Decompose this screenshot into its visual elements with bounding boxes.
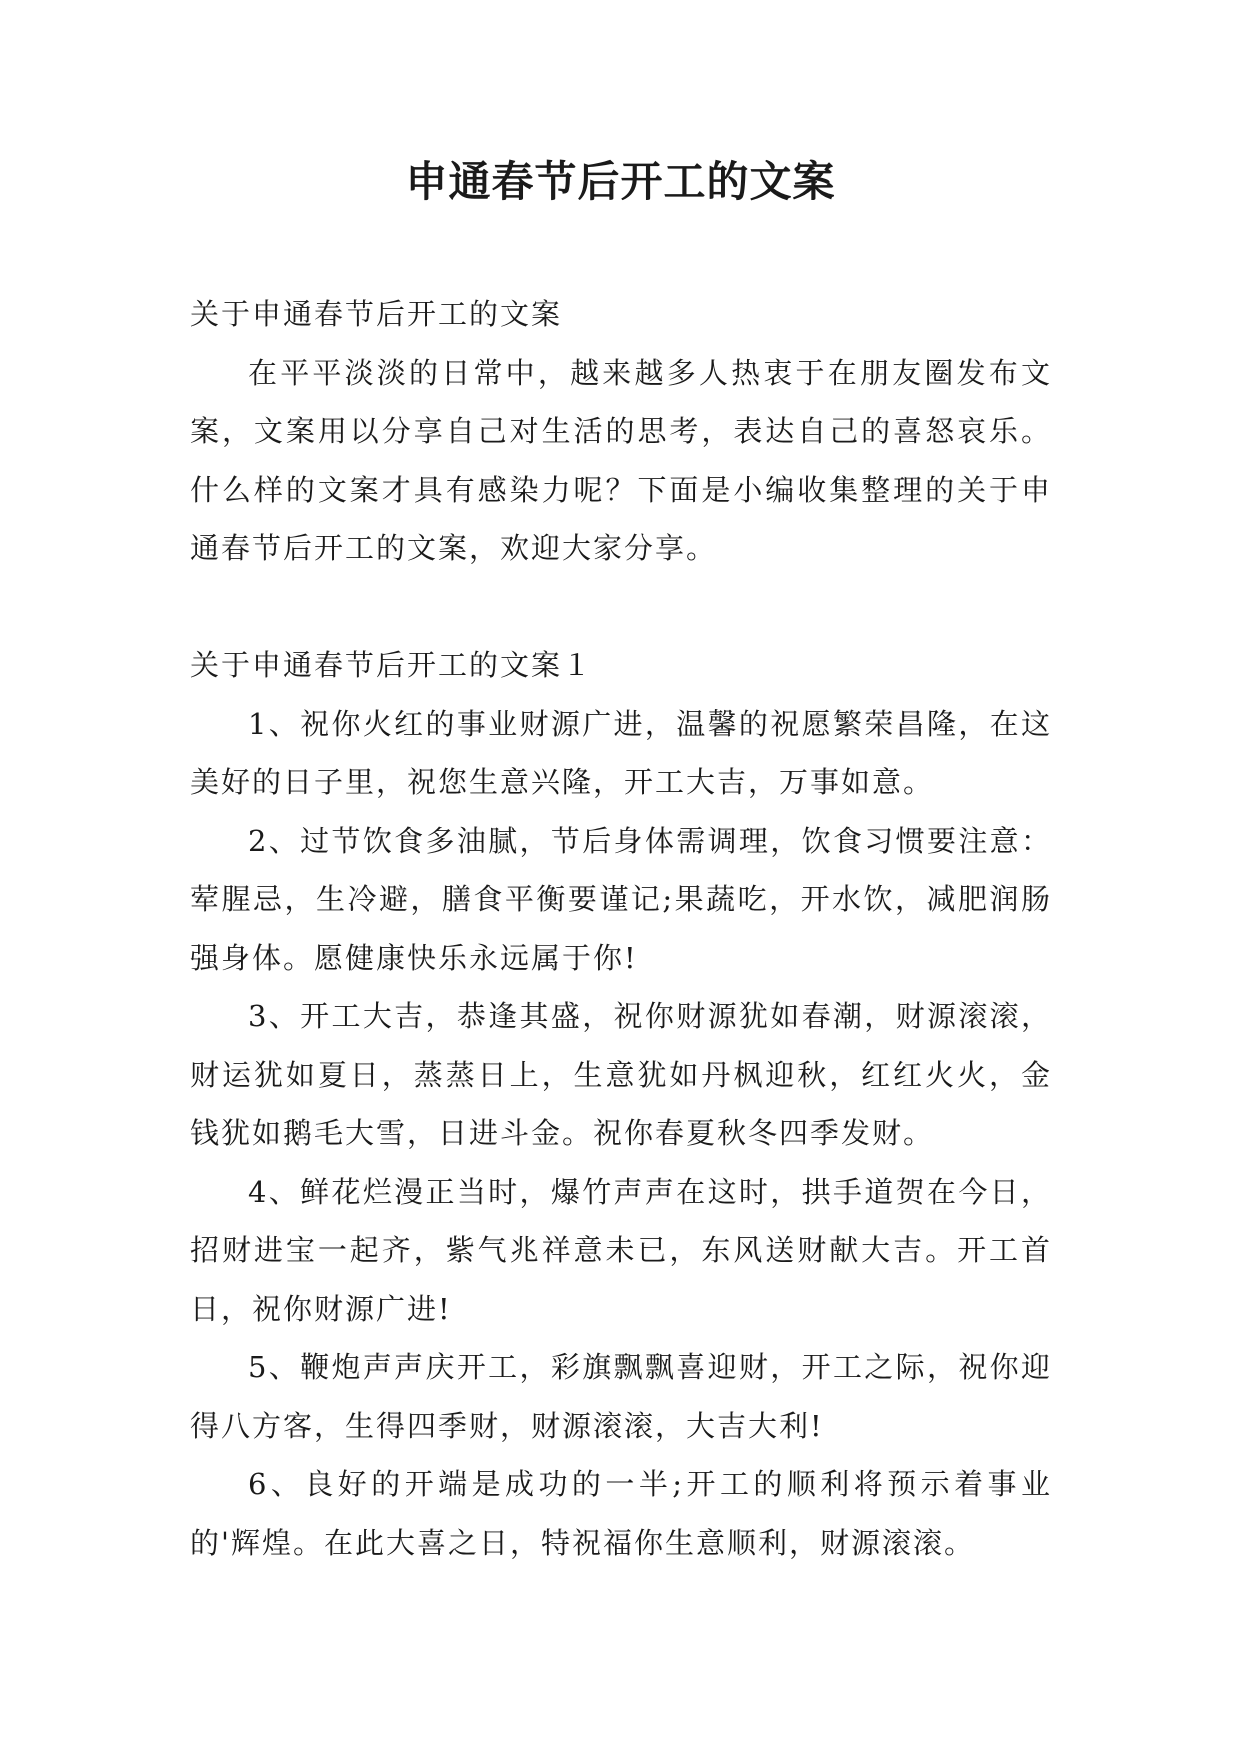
intro-paragraph: 在平平淡淡的日常中，越来越多人热衷于在朋友圈发布文案，文案用以分享自己对生活的思考，表达自己的喜怒哀乐。什么样的文案才具有感染力呢？下面是小编收集整理的关于申通春节后开工的文案，欢迎大家分享。 bbox=[190, 355, 1052, 565]
list-item: 1、祝你火红的事业财源广进，温馨的祝愿繁荣昌隆，在这美好的日子里，祝您生意兴隆，开工大吉，万事如意。 bbox=[190, 706, 1052, 799]
paragraph-spacer bbox=[190, 578, 1052, 637]
list-item: 6、良好的开端是成功的一半;开工的顺利将预示着事业的'辉煌。在此大喜之日，特祝福你生意顺利，财源滚滚。 bbox=[190, 1467, 1052, 1560]
list-item: 5、鞭炮声声庆开工，彩旗飘飘喜迎财，开工之际，祝你迎得八方客，生得四季财，财源滚滚，大吉大利! bbox=[190, 1350, 1052, 1443]
list-item: 4、鲜花烂漫正当时，爆竹声声在这时，拱手道贺在今日，招财进宝一起齐，紫气兆祥意未已，东风送财献大吉。开工首日，祝你财源广进! bbox=[190, 1174, 1052, 1326]
document-title: 申通春节后开工的文案 bbox=[405, 157, 836, 206]
list-item: 3、开工大吉，恭逢其盛，祝你财源犹如春潮，财源滚滚，财运犹如夏日，蒸蒸日上，生意犹如丹枫迎秋，红红火火，金钱犹如鹅毛大雪，日进斗金。祝你春夏秋冬四季发财。 bbox=[190, 999, 1052, 1150]
intro-heading: 关于申通春节后开工的文案 bbox=[190, 297, 563, 331]
list-item: 2、过节饮食多油腻，节后身体需调理，饮食习惯要注意：荤腥忌，生冷避，膳食平衡要谨记;果蔬吃，开水饮，减肥润肠强身体。愿健康快乐永远属于你! bbox=[190, 823, 1052, 975]
document-body bbox=[190, 285, 1052, 1572]
section-heading: 关于申通春节后开工的文案１ bbox=[190, 648, 594, 682]
